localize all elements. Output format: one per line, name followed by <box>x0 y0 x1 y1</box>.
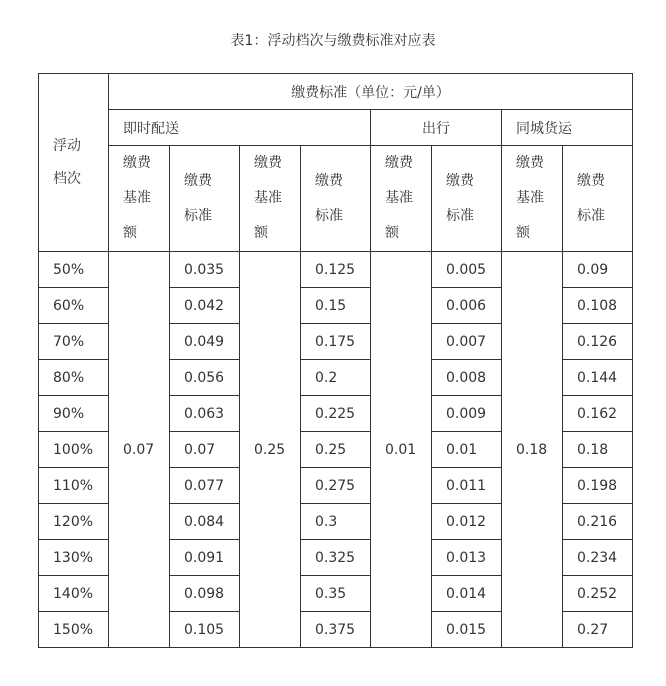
fee-rate-cell: 0.35 <box>301 576 371 612</box>
col-header-line: 基准 <box>123 190 151 206</box>
fee-rate-cell: 0.225 <box>301 396 371 432</box>
fee-rate-cell: 0.25 <box>301 432 371 468</box>
fee-rate-cell: 0.275 <box>301 468 371 504</box>
col-header-base-amount <box>371 146 432 252</box>
level-header-cell <box>39 74 109 252</box>
col-header-base-amount <box>109 146 170 252</box>
fee-rate-cell: 0.18 <box>563 432 633 468</box>
col-header-line: 缴费 <box>315 172 343 189</box>
col-header-line: 额 <box>516 225 530 241</box>
col-header-line: 缴费 <box>184 172 212 189</box>
fee-rate-cell: 0.125 <box>301 252 371 288</box>
fee-rate-cell: 0.162 <box>563 396 633 432</box>
fee-rate-cell: 0.3 <box>301 504 371 540</box>
fee-rate-cell: 0.006 <box>432 288 502 324</box>
level-cell: 130% <box>39 540 109 576</box>
fee-rate-cell: 0.108 <box>563 288 633 324</box>
base-amount-cell: 0.25 <box>240 252 301 648</box>
fee-rate-cell: 0.008 <box>432 360 502 396</box>
base-amount-cell: 0.01 <box>371 252 432 648</box>
fee-rate-cell: 0.007 <box>432 324 502 360</box>
col-header-line: 标准 <box>184 207 212 224</box>
fee-rate-cell: 0.011 <box>432 468 502 504</box>
col-header-line: 额 <box>385 225 399 241</box>
level-cell: 100% <box>39 432 109 468</box>
col-header-fee-rate <box>563 146 633 252</box>
base-amount-cell: 0.18 <box>502 252 563 648</box>
level-header-line: 浮动 <box>53 137 81 154</box>
col-header-line: 标准 <box>315 207 343 224</box>
fee-rate-cell: 0.015 <box>432 612 502 648</box>
col-header-line: 缴费 <box>516 155 544 171</box>
fee-rate-cell: 0.15 <box>301 288 371 324</box>
fee-rate-cell: 0.014 <box>432 576 502 612</box>
fee-rate-cell: 0.175 <box>301 324 371 360</box>
fee-rate-cell: 0.105 <box>170 612 240 648</box>
col-header-fee-rate <box>170 146 240 252</box>
col-header-line: 基准 <box>516 190 544 206</box>
fee-rate-cell: 0.2 <box>301 360 371 396</box>
col-header-line: 额 <box>254 225 268 241</box>
level-cell: 80% <box>39 360 109 396</box>
fee-rate-cell: 0.009 <box>432 396 502 432</box>
fee-rate-cell: 0.126 <box>563 324 633 360</box>
col-header-line: 基准 <box>254 190 282 206</box>
fee-rate-cell: 0.035 <box>170 252 240 288</box>
level-cell: 120% <box>39 504 109 540</box>
level-cell: 50% <box>39 252 109 288</box>
base-amount-cell: 0.07 <box>109 252 170 648</box>
col-header-fee-rate <box>432 146 502 252</box>
col-header-base-amount <box>240 146 301 252</box>
level-cell: 90% <box>39 396 109 432</box>
level-cell: 110% <box>39 468 109 504</box>
fee-table <box>38 73 633 648</box>
fee-rate-cell: 0.216 <box>563 504 633 540</box>
level-cell: 60% <box>39 288 109 324</box>
fee-rate-cell: 0.056 <box>170 360 240 396</box>
fee-rate-cell: 0.234 <box>563 540 633 576</box>
fee-rate-cell: 0.063 <box>170 396 240 432</box>
fee-rate-cell: 0.252 <box>563 576 633 612</box>
fee-rate-cell: 0.091 <box>170 540 240 576</box>
col-header-line: 基准 <box>385 190 413 206</box>
fee-rate-cell: 0.09 <box>563 252 633 288</box>
col-header-line: 缴费 <box>446 172 474 189</box>
fee-rate-cell: 0.077 <box>170 468 240 504</box>
fee-rate-cell: 0.005 <box>432 252 502 288</box>
group-header-instant-delivery: 即时配送 <box>109 110 371 146</box>
group-header-city-freight: 同城货运 <box>502 110 633 146</box>
col-header-line: 缴费 <box>123 155 151 171</box>
fee-rate-cell: 0.07 <box>170 432 240 468</box>
fee-rate-cell: 0.27 <box>563 612 633 648</box>
fee-rate-cell: 0.084 <box>170 504 240 540</box>
level-cell: 150% <box>39 612 109 648</box>
col-header-line: 标准 <box>446 207 474 224</box>
fee-rate-cell: 0.013 <box>432 540 502 576</box>
fee-rate-cell: 0.375 <box>301 612 371 648</box>
table-row <box>39 252 633 288</box>
level-header-line: 档次 <box>53 170 81 187</box>
fee-rate-cell: 0.042 <box>170 288 240 324</box>
fee-rate-cell: 0.325 <box>301 540 371 576</box>
col-header-line: 缴费 <box>254 155 282 171</box>
level-cell: 140% <box>39 576 109 612</box>
fee-rate-cell: 0.049 <box>170 324 240 360</box>
fee-rate-cell: 0.01 <box>432 432 502 468</box>
table-caption: 表1：浮动档次与缴费标准对应表 <box>230 33 436 49</box>
col-header-line: 缴费 <box>577 172 605 189</box>
fee-standard-header: 缴费标准（单位：元/单） <box>109 74 633 110</box>
col-header-base-amount <box>502 146 563 252</box>
fee-rate-cell: 0.144 <box>563 360 633 396</box>
fee-rate-cell: 0.012 <box>432 504 502 540</box>
level-cell: 70% <box>39 324 109 360</box>
col-header-line: 标准 <box>577 207 605 224</box>
col-header-line: 缴费 <box>385 155 413 171</box>
fee-rate-cell: 0.098 <box>170 576 240 612</box>
col-header-line: 额 <box>123 225 137 241</box>
group-header-ride: 出行 <box>371 110 502 146</box>
fee-rate-cell: 0.198 <box>563 468 633 504</box>
col-header-fee-rate <box>301 146 371 252</box>
